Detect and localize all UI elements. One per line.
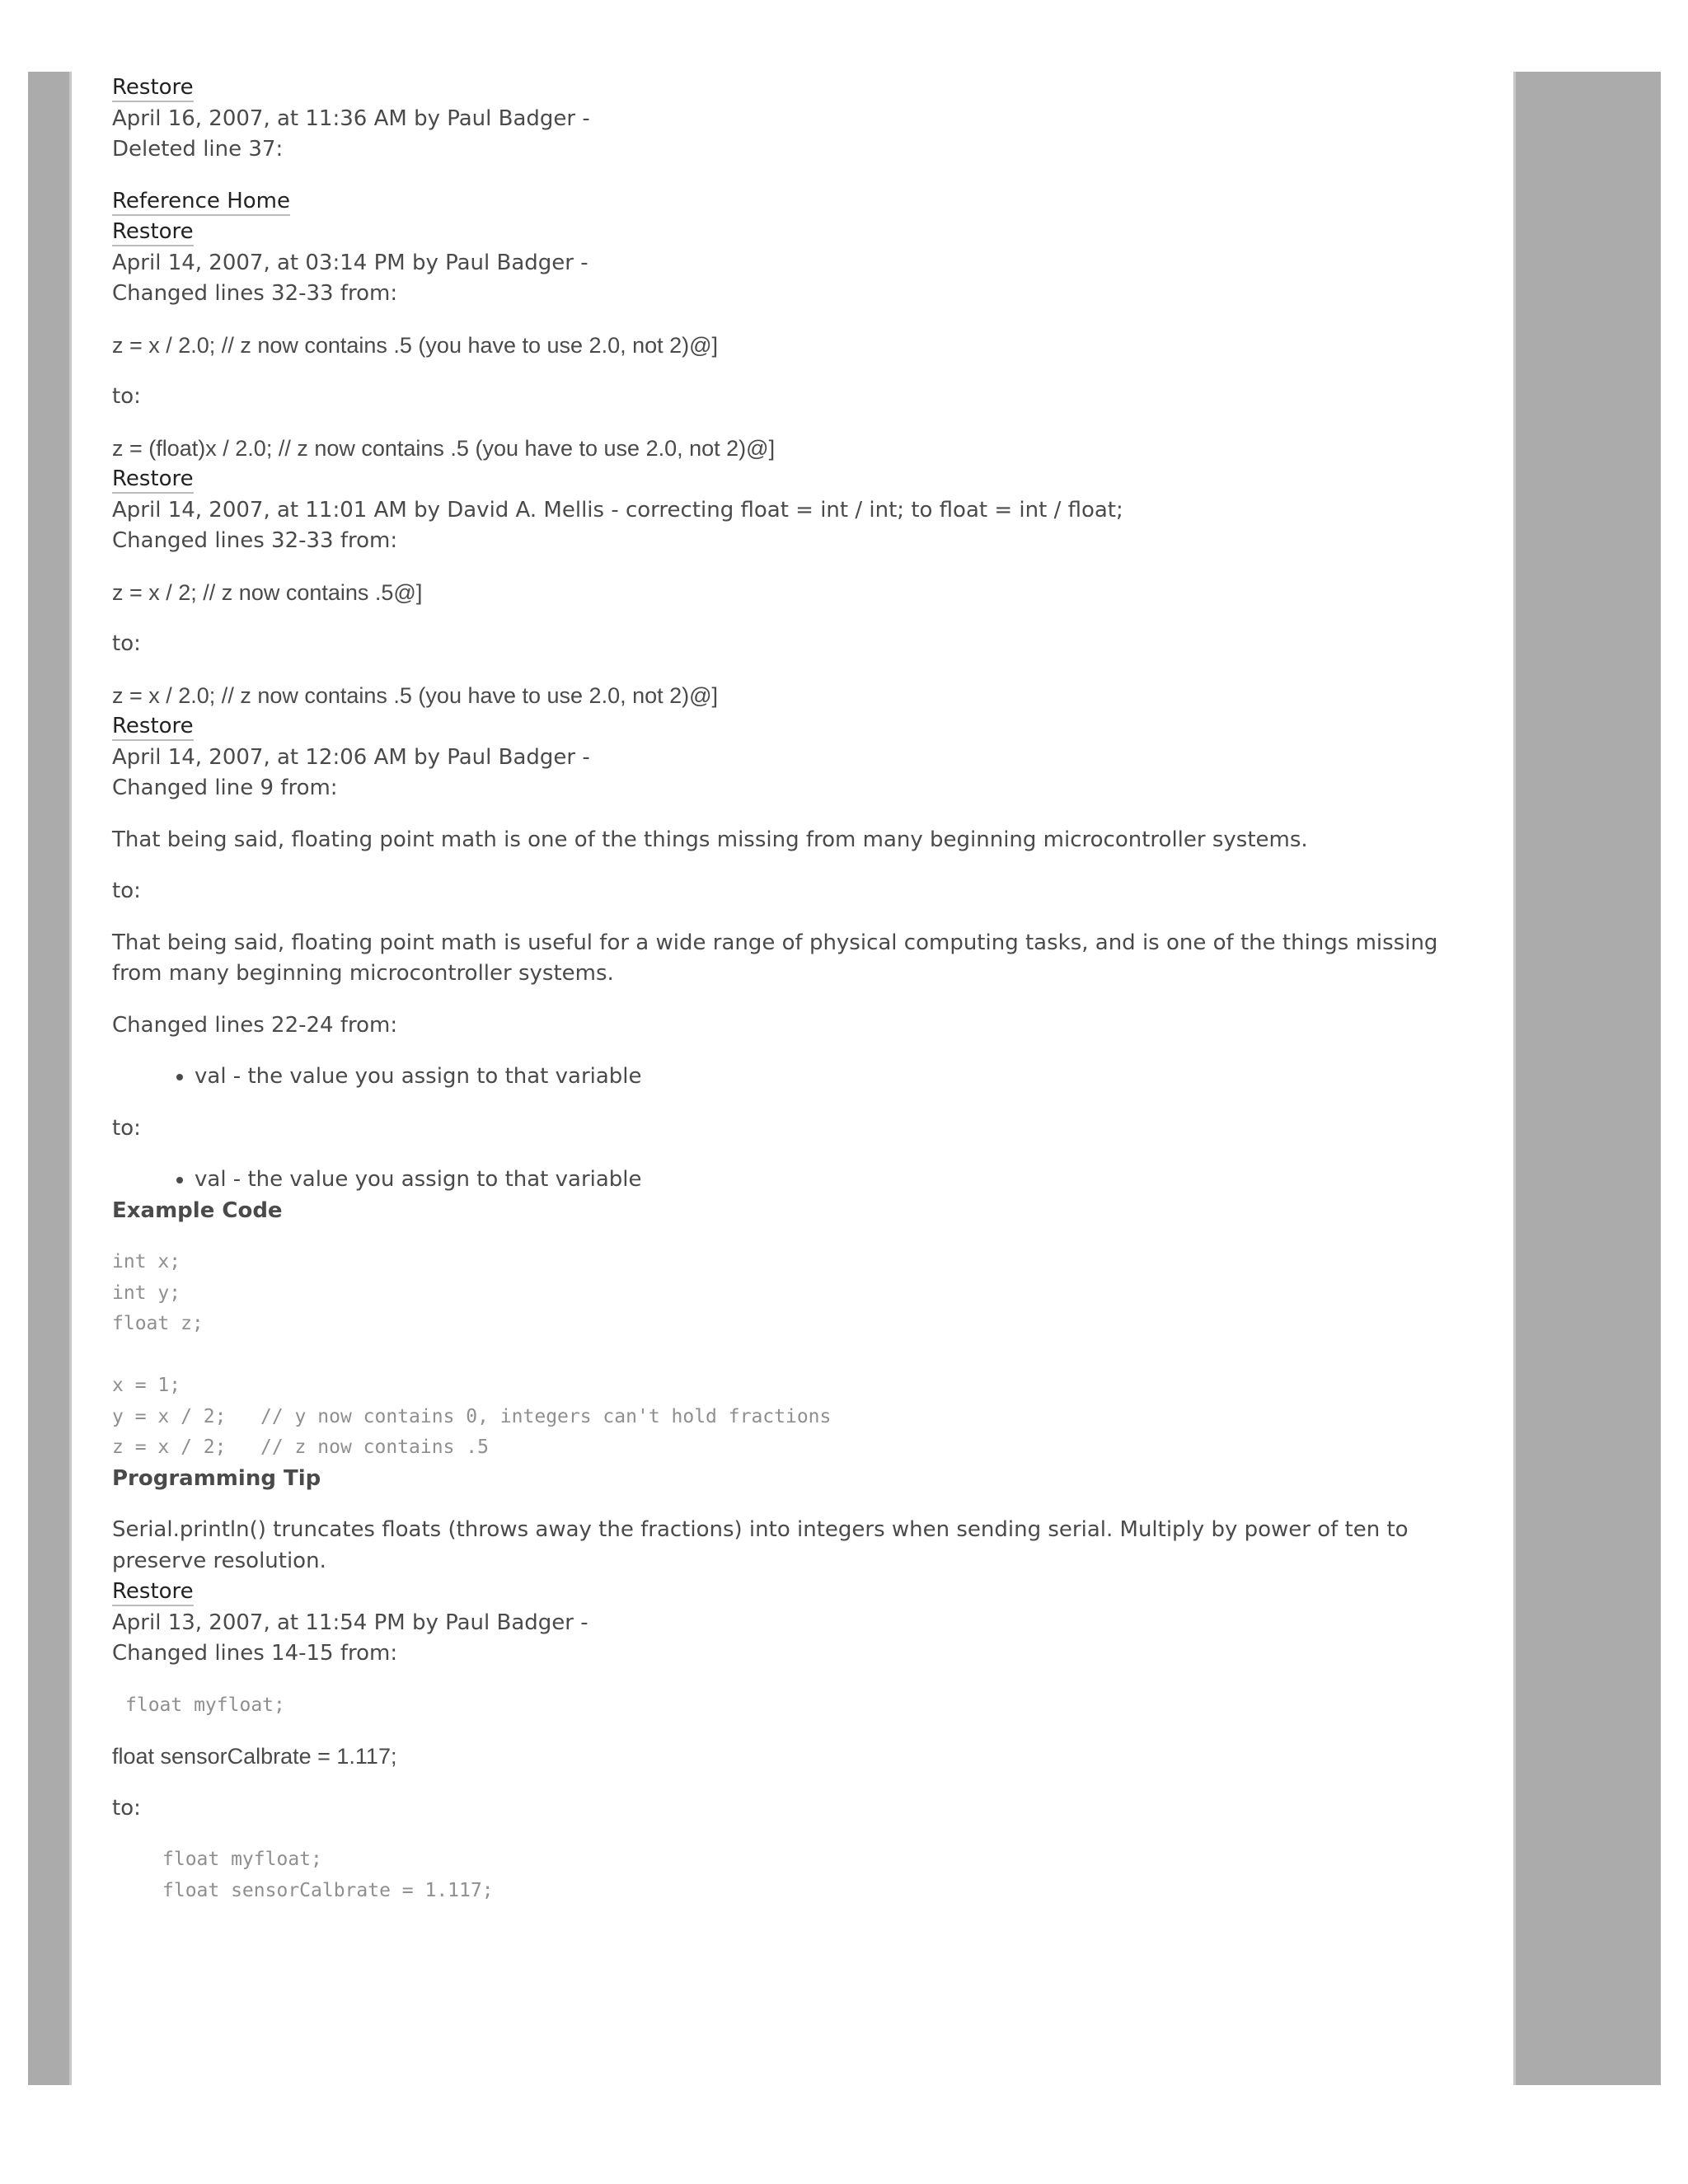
to-label: to: xyxy=(112,384,141,409)
entry-1-restore-row xyxy=(112,73,1447,104)
change-description: Changed lines 32-33 from: xyxy=(112,281,398,306)
reference-home-link[interactable]: Reference Home xyxy=(112,189,290,216)
restore-link[interactable]: Restore xyxy=(112,466,194,494)
list-item: • val - the value you assign to that variable xyxy=(195,1062,1447,1093)
to-label: to: xyxy=(112,879,141,903)
to-text: z = (float)x / 2.0; // z now contains .5 (you have to use 2.0, not 2)@] xyxy=(112,435,776,461)
from-text: float sensorCalbrate = 1.117; xyxy=(112,1744,397,1769)
programming-tip-text: Serial.println() truncates floats (throws away the fractions) into integers when sending serial. Multiply by power of ten to preserve resolution. xyxy=(112,1517,1409,1573)
example-code-heading: Example Code xyxy=(112,1197,283,1223)
to-label: to: xyxy=(112,1795,141,1821)
entry-meta: April 14, 2007, at 03:14 PM by Paul Badger - xyxy=(112,250,588,275)
entry-4-restore-row xyxy=(112,711,1447,743)
to-text: That being said, floating point math is useful for a wide range of physical computing tasks, and is one of the things missing from many beginning microcontroller systems. xyxy=(112,930,1438,986)
example-code-block: int x; int y; float z; x = 1; y = x / 2; // y now contains 0, integers can't hold fractions z = x / 2; // z now contains .5 xyxy=(112,1251,832,1458)
restore-link[interactable]: Restore xyxy=(112,219,194,246)
entry-meta: April 13, 2007, at 11:54 PM by Paul Badger - xyxy=(112,1610,588,1635)
change-description: Changed lines 14-15 from: xyxy=(112,1641,398,1666)
programming-tip-heading: Programming Tip xyxy=(112,1465,321,1491)
change-description: Changed lines 32-33 from: xyxy=(112,528,398,553)
to-text: z = x / 2.0; // z now contains .5 (you have to use 2.0, not 2)@] xyxy=(112,682,719,708)
from-text: z = x / 2.0; // z now contains .5 (you have to use 2.0, not 2)@] xyxy=(112,332,719,358)
restore-link[interactable]: Restore xyxy=(112,75,194,102)
restore-link[interactable]: Restore xyxy=(112,1579,194,1606)
entry-5-restore-row xyxy=(112,1577,1447,1608)
from-bullet-list xyxy=(112,1062,1447,1093)
from-code: float myfloat; xyxy=(125,1694,285,1716)
entry-meta: April 16, 2007, at 11:36 AM by Paul Badger - xyxy=(112,105,590,131)
to-code: float myfloat; float sensorCalbrate = 1.117; xyxy=(162,1849,494,1901)
change-description: Deleted line 37: xyxy=(112,137,284,162)
right-margin-bar xyxy=(1513,72,1661,2085)
entry-3-restore-row xyxy=(112,464,1447,495)
page-history-content xyxy=(112,73,1447,1906)
deleted-line-text xyxy=(112,186,1447,218)
restore-link[interactable]: Restore xyxy=(112,714,194,741)
entry-2-restore-row xyxy=(112,217,1447,248)
change-description-2: Changed lines 22-24 from: xyxy=(112,1012,398,1038)
entry-meta: April 14, 2007, at 11:01 AM by David A. Mellis - correcting float = int / int; to float = int / float; xyxy=(112,497,1123,523)
to-bullet-list xyxy=(112,1165,1447,1196)
list-item: • val - the value you assign to that variable xyxy=(195,1165,1447,1196)
from-text: That being said, floating point math is one of the things missing from many beginning microcontroller systems. xyxy=(112,827,1308,852)
to-label-2: to: xyxy=(112,1115,141,1141)
from-text: z = x / 2; // z now contains .5@] xyxy=(112,579,423,605)
to-label: to: xyxy=(112,631,141,656)
change-description: Changed line 9 from: xyxy=(112,776,338,800)
entry-meta: April 14, 2007, at 12:06 AM by Paul Badger - xyxy=(112,744,590,770)
left-margin-bar xyxy=(28,72,72,2085)
